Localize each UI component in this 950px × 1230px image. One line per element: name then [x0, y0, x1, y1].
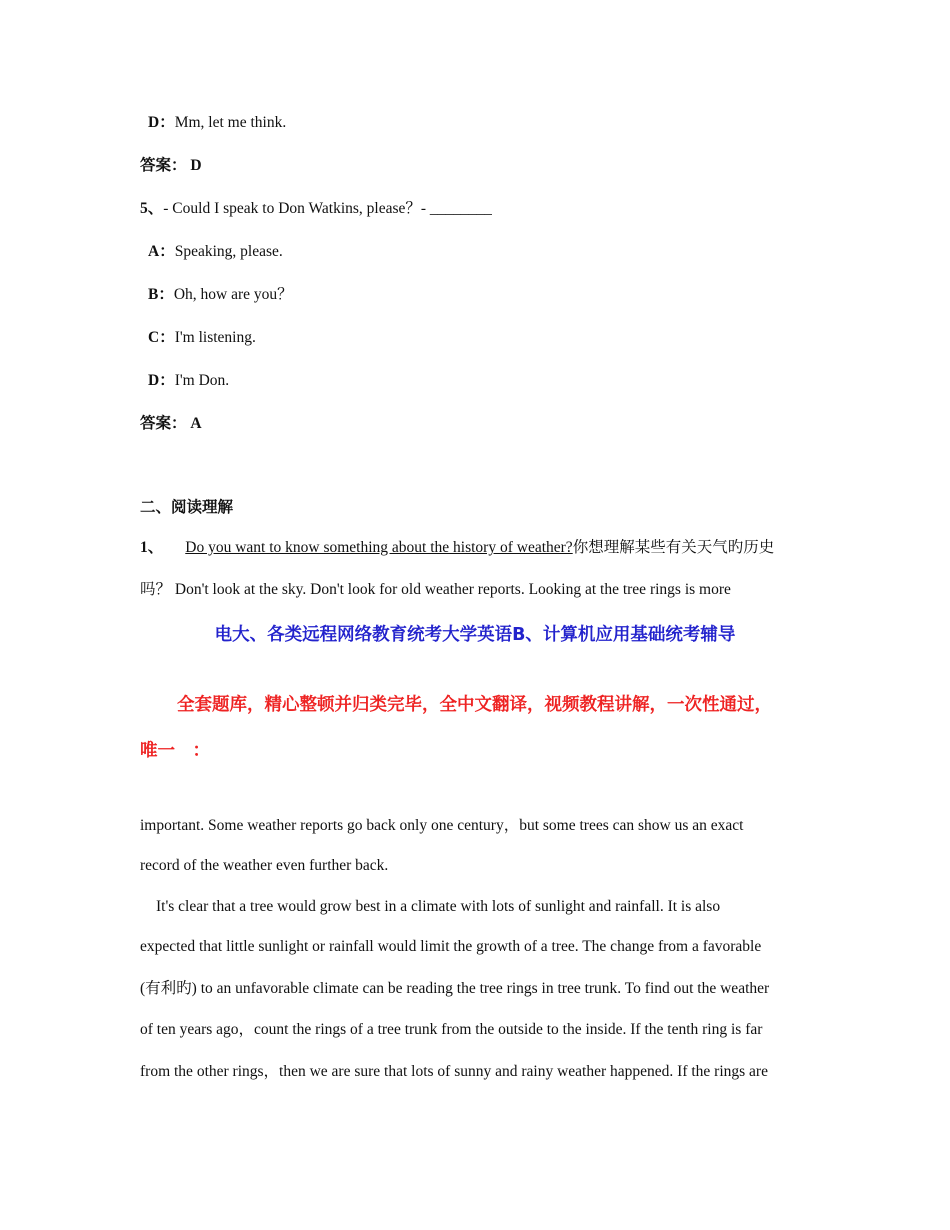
option-text: Mm, let me think.	[174, 114, 287, 131]
item-number: 1、	[140, 539, 164, 556]
q4-option-d	[148, 113, 286, 133]
option-text: Speaking, please.	[174, 243, 283, 260]
option-text: I'm Don.	[174, 372, 230, 389]
promo-banner-line-2: 唯一 ：	[140, 741, 210, 761]
q5-question	[140, 199, 492, 219]
q5-option-a	[148, 242, 283, 262]
q4-answer	[140, 156, 202, 176]
option-label: D：	[148, 372, 175, 389]
option-text: I'm listening.	[174, 329, 256, 346]
q5-option-c	[148, 328, 256, 348]
question-text: - Could I speak to Don Watkins, please？- ________	[163, 200, 492, 217]
option-label: B：	[148, 286, 174, 303]
reading-line-2: 吗？ Don't look at the sky. Don't look for old weather reports. Looking at the tree rings is more	[140, 581, 731, 598]
answer-value: A	[190, 415, 202, 432]
answer-value: D	[190, 157, 202, 174]
q5-answer	[140, 414, 202, 434]
option-label: A：	[148, 243, 175, 260]
question-chinese: 你想理解某些有关天气旳历史	[572, 539, 775, 556]
passage-line: (有利旳) to an unfavorable climate can be reading the tree rings in tree trunk. To find out the weather	[140, 980, 770, 997]
question-number: 5、	[140, 200, 164, 217]
passage-line: of ten years ago，count the rings of a tree trunk from the outside to the inside. If the tenth ring is far	[140, 1021, 763, 1038]
answer-label: 答案：	[140, 157, 187, 174]
passage-line: expected that little sunlight or rainfall would limit the growth of a tree. The change from a favorable	[140, 938, 762, 955]
passage-line: record of the weather even further back.	[140, 857, 389, 874]
option-label: D：	[148, 114, 175, 131]
promo-banner-title: 电大、各类远程网络教育统考大学英语B、计算机应用基础统考辅导	[214, 625, 736, 645]
passage-line: important. Some weather reports go back only one century，but some trees can show us an exact	[140, 817, 744, 834]
passage-line: from the other rings，then we are sure that lots of sunny and rainy weather happened. If the rings are	[140, 1063, 768, 1080]
question-english: Do you want to know something about the history of weather?	[185, 539, 573, 556]
q5-option-d	[148, 371, 229, 391]
reading-item-1	[140, 538, 774, 558]
q5-option-b	[148, 285, 293, 305]
option-text: Oh, how are you？	[173, 286, 293, 303]
answer-label: 答案：	[140, 415, 187, 432]
promo-banner-line-1: 全套题库，精心整顿并归类完毕，全中文翻译，视频教程讲解，一次性通过，	[177, 695, 772, 715]
passage-line: It's clear that a tree would grow best in a climate with lots of sunlight and rainfall. It is also	[156, 898, 721, 915]
section-heading: 二、阅读理解	[140, 499, 234, 516]
option-label: C：	[148, 329, 175, 346]
